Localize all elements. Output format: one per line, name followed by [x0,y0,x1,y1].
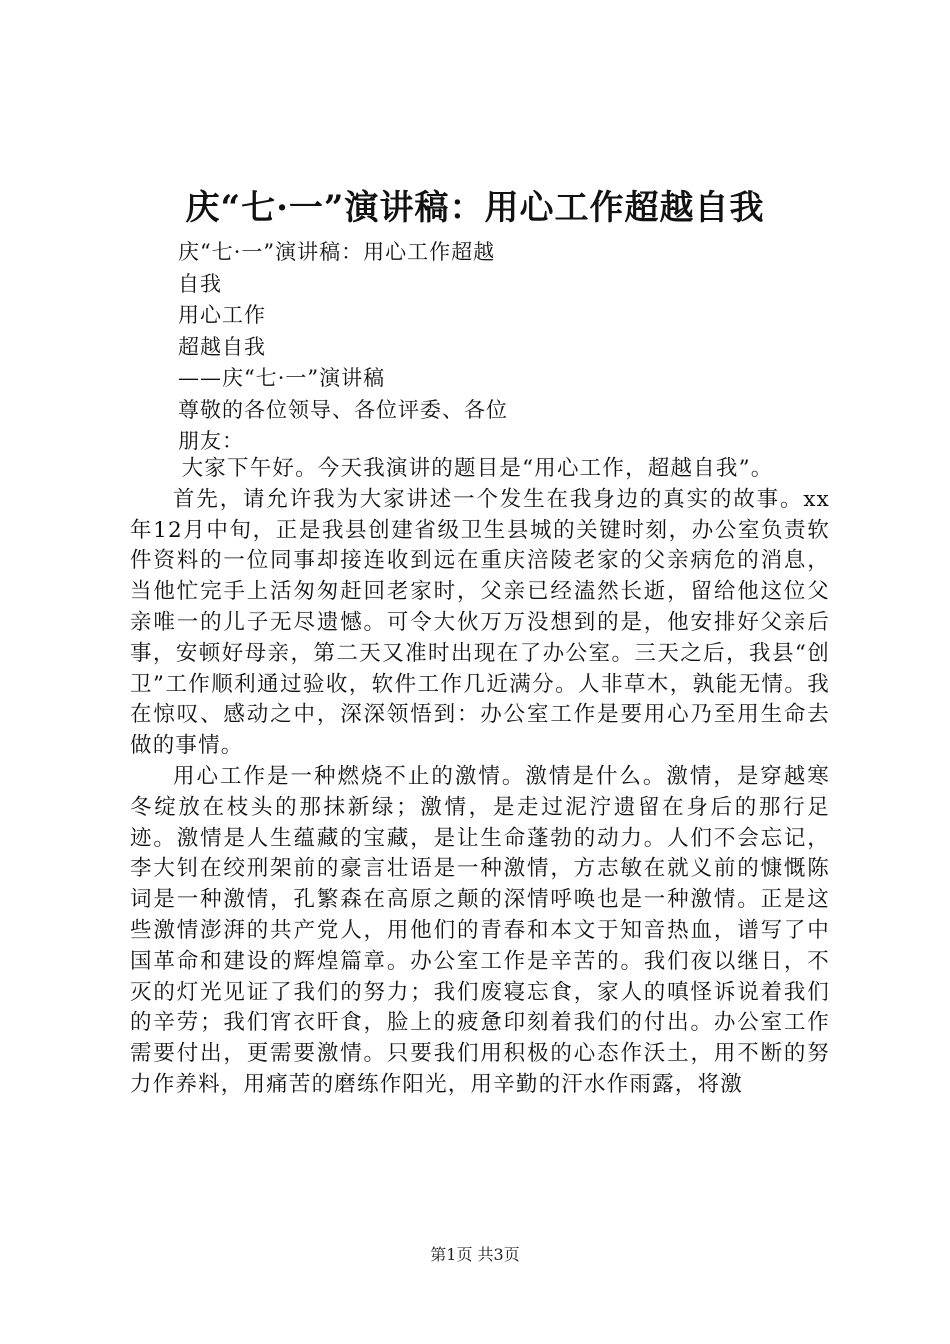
header-line: 自我 [178,271,222,296]
page-footer: 第1页 共3页 [430,1245,520,1264]
header-line: 超越自我 [178,334,266,359]
speech-header [178,237,858,458]
header-line: 庆“七·一”演讲稿：用心工作超越 [178,240,496,264]
header-line: 尊敬的各位领导、各位评委、各位 [178,397,508,422]
passion-paragraph: 用心工作是一种燃烧不止的激情。激情是什么。激情，是穿越寒冬绽放在枝头的那抹新绿；激情，是走过泥泞遗留在身后的那行足迹。激情是人生蕴藏的宝藏，是让生命蓬勃的动力。人们不会忘记，李大钊在绞刑架前的豪言壮语是一种激情，方志敏在就义前的慷慨陈词是一种激情，孔繁森在高原之颠的深情呼唤也是一种激情。正是这些激情澎湃的共产党人，用他们的青春和本文于知音热血，谱写了中国革命和建设的辉煌篇章。办公室工作是辛苦的。我们夜以继日，不灭的灯光见证了我们的努力；我们废寝忘食，家人的嗔怪诉说着我们的辛劳；我们宵衣旰食，脸上的疲惫印刻着我们的付出。办公室工作需要付出，更需要激情。只要我们用积极的心态作沃土，用不断的努力作养料，用痛苦的磨练作阳光，用辛勤的汗水作雨露，将激 [130,763,830,1097]
page-title: 庆“七·一”演讲稿：用心工作超越自我 [185,188,765,228]
greeting-paragraph: 大家下午好。今天我演讲的题目是“用心工作，超越自我”。 [181,456,774,481]
header-line: 用心工作 [178,303,266,327]
header-line: 朋友： [178,429,244,453]
speech-body [130,454,830,1101]
header-line: ——庆“七·一”演讲稿 [178,366,386,390]
story-paragraph: 首先，请允许我为大家讲述一个发生在我身边的真实的故事。xx年12月中旬，正是我县创建省级卫生县城的关键时刻，办公室负责软件资料的一位同事却接连收到远在重庆涪陵老家的父亲病危的消息，当他忙完手上活匆匆赶回老家时，父亲已经溘然长逝，留给他这位父亲唯一的儿子无尽遗憾。可令大伙万万没想到的是，他安排好父亲后事，安顿好母亲，第二天又准时出现在了办公室。三天之后，我县“创卫”工作顺利通过验收，软件工作几近满分。人非草木，孰能无情。我在惊叹、感动之中，深深领悟到：办公室工作是要用心乃至用生命去做的事情。 [130,486,830,759]
